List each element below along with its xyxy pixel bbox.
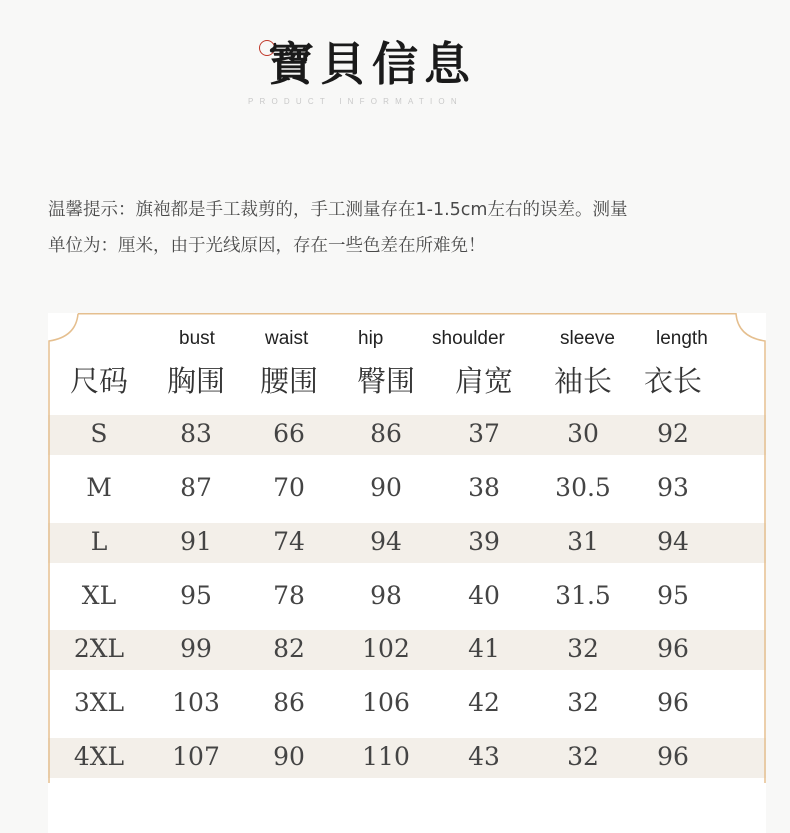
header-cn-length: 衣长: [643, 364, 703, 398]
header-cn-sleeve: 袖长: [553, 364, 613, 398]
cell-shoulder: 37: [468, 419, 500, 448]
header-en-length: length: [656, 328, 708, 349]
page-subtitle: PRODUCT INFORMATION: [248, 97, 463, 106]
cell-waist: 70: [273, 473, 305, 502]
cell-sleeve: 32: [567, 634, 599, 663]
cell-sleeve: 32: [567, 688, 599, 717]
cell-sleeve: 32: [567, 742, 599, 771]
cell-length: 94: [657, 527, 689, 556]
cell-length: 93: [657, 473, 689, 502]
cell-hip: 98: [370, 581, 402, 610]
cell-shoulder: 42: [468, 688, 500, 717]
measurement-notice: [48, 192, 748, 264]
cell-size: XL: [81, 581, 117, 610]
cell-bust: 107: [172, 742, 220, 771]
cell-sleeve: 30: [567, 419, 599, 448]
cell-bust: 83: [180, 419, 212, 448]
table-row: [48, 415, 766, 455]
table-row: [48, 630, 766, 670]
header-en-hip: hip: [358, 328, 384, 349]
cell-shoulder: 41: [468, 634, 500, 663]
cell-shoulder: 39: [468, 527, 500, 556]
table-row: [48, 523, 766, 563]
cell-hip: 86: [370, 419, 402, 448]
cell-hip: 94: [370, 527, 402, 556]
header-cn-bust: 胸围: [166, 364, 226, 398]
cell-waist: 66: [273, 419, 305, 448]
notice-line-1: 温馨提示：旗袍都是手工裁剪的，手工测量存在1-1.5cm左右的误差。测量: [48, 200, 628, 220]
table-row: [48, 684, 766, 724]
notice-line-2: 单位为：厘米，由于光线原因，存在一些色差在所难免！: [48, 236, 486, 256]
table-row: [48, 738, 766, 778]
cell-length: 92: [657, 419, 689, 448]
cell-length: 96: [657, 688, 689, 717]
cell-size: 2XL: [73, 634, 125, 663]
cell-length: 96: [657, 742, 689, 771]
cell-hip: 110: [362, 742, 410, 771]
cell-waist: 78: [273, 581, 305, 610]
cell-shoulder: 38: [468, 473, 500, 502]
header-en-bust: bust: [179, 328, 215, 349]
cell-length: 95: [657, 581, 689, 610]
header-en-waist: waist: [265, 328, 309, 349]
page-header: [0, 30, 790, 110]
size-table-english-header: [48, 328, 766, 354]
cell-bust: 99: [180, 634, 212, 663]
table-row: [48, 469, 766, 509]
cell-bust: 103: [172, 688, 220, 717]
cell-bust: 87: [180, 473, 212, 502]
header-en-shoulder: shoulder: [432, 328, 505, 349]
cell-shoulder: 40: [468, 581, 500, 610]
cell-waist: 74: [273, 527, 305, 556]
header-cn-shoulder: 肩宽: [454, 364, 514, 398]
header-en-sleeve: sleeve: [560, 328, 615, 349]
header-cn-hip: 臀围: [356, 364, 416, 398]
cell-size: 3XL: [73, 688, 125, 717]
cell-bust: 91: [180, 527, 212, 556]
cell-sleeve: 30.5: [555, 473, 611, 502]
cell-waist: 86: [273, 688, 305, 717]
cell-waist: 82: [273, 634, 305, 663]
cell-shoulder: 43: [468, 742, 500, 771]
cell-hip: 102: [362, 634, 410, 663]
cell-sleeve: 31.5: [555, 581, 611, 610]
cell-hip: 106: [362, 688, 410, 717]
cell-size: 4XL: [73, 742, 125, 771]
page-title: 寶貝信息: [268, 37, 476, 91]
cell-size: S: [90, 419, 108, 448]
cell-waist: 90: [273, 742, 305, 771]
header-cn-size: 尺码: [69, 364, 129, 398]
cell-bust: 95: [180, 581, 212, 610]
cell-length: 96: [657, 634, 689, 663]
size-table-chinese-header: [48, 359, 766, 403]
cell-size: L: [90, 527, 108, 556]
cell-sleeve: 31: [567, 527, 599, 556]
cell-hip: 90: [370, 473, 402, 502]
table-row: [48, 577, 766, 617]
header-cn-waist: 腰围: [259, 364, 319, 398]
cell-size: M: [86, 473, 112, 502]
